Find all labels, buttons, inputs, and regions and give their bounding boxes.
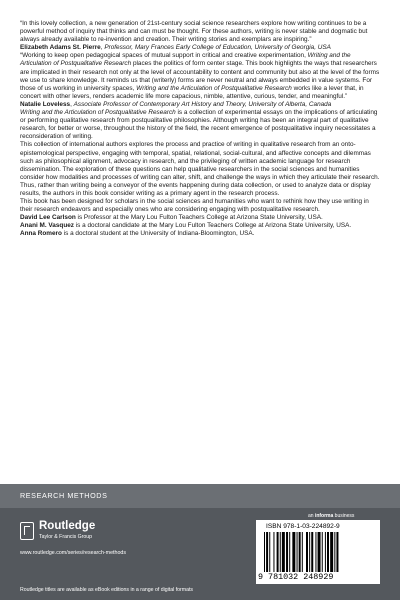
endorser-name-1: Elizabeth Adams St. Pierre (20, 44, 101, 52)
description-paragraph-2: This collection of international authors explores the process and practice of writing in qualitative research from an onto-epistemological perspective, engaging with temporal, spatial, relational, social-cultural, and affective concepts and dilemmas such as philosophical alignment, advocacy in research, and the privileging of written academic language for research dissemination. The exploration of these questions can help qualitative researchers in the social sciences and humanities consider how modalities and processes of writing can alter, shift, and challenge the ways in which they articulate their research. Thus, rather than writing being a conveyor of the events happening during data collection, or used to analyze data or display results, the authors in this book consider writing as a primary agent in the research process. (20, 141, 380, 197)
quote2-text-3: works like a lever that, in concert with other levers, renders academic life more capacious, nimble, attentive, curious, tender, and meaningful.” (20, 84, 364, 100)
author-name-3: Anna Romero (20, 230, 62, 238)
barcode-icon (264, 532, 372, 572)
author-bio-1 (20, 214, 380, 222)
endorser-title-2: Associate Professor of Contemporary Art History and Theory, University of Alberta, Canada (73, 100, 332, 108)
quote2-book-title-1: Writing and the Articulation of Postqualitative Research (20, 52, 351, 68)
isbn-barcode-box (256, 520, 380, 584)
endorser-title-1: Professor, Mary Frances Early College of Education, University of Georgia, USA (104, 44, 331, 52)
endorsement-quote-1: “In this lovely collection, a new generation of 21st-century social science researchers explore how writing continues to be a powerful method of inquiry that thinks and can must be thought. For these authors, writing is never stable and dogmatic but always already available to re-invention and creation. Their writing stories and exemplars are inspiring.” (20, 20, 368, 44)
barcode-digits: 9 781032 248929 (258, 572, 334, 582)
description-paragraph-1 (20, 109, 380, 141)
ebook-note: Routledge titles are available as eBook editions in a range of digital formats (20, 587, 194, 593)
publisher-website[interactable]: www.routledge.com/series/research-methods (20, 550, 126, 556)
quote2-text-1: “Working to keep open pedagogical spaces of mutual support in critical and creative experimentation, (20, 52, 308, 60)
publisher-group: Taylor & Francis Group (39, 534, 93, 540)
endorsement-attribution-2: Natalie Loveless, Associate Professor of Contemporary Art History and Theory, University of Alberta, Canada (20, 100, 332, 108)
description-text-1: is a collection of experimental essays on the implications of articulating or performing qualitative research from postqualitative philosophies. Although writing has been an integral part of qualitative research, for better or worse, throughout the history of the field, the recent emergence of postqualitative inquiry necessitates a reconsideration of writing. (20, 109, 378, 141)
informa-brand: informa (314, 513, 334, 519)
quote2-text-2: places the politics of form center stage. This book highlights the ways that researchers are implicated in their research not only at the level of accountability to content and community but also at the level of the forms we use to share knowledge. It reminds us that (writerly) forms are never neutral and always embedded in value systems. For those of us working in university spaces, (20, 60, 380, 92)
back-cover-text (20, 20, 380, 239)
endorser-name-2: Natalie Loveless (20, 100, 71, 108)
publisher-name: Routledge (39, 520, 96, 532)
author-bio-text-1: is Professor at the Mary Lou Fulton Teachers College at Arizona State University, USA. (75, 214, 323, 222)
author-bio-text-2: is a doctoral candidate at the Mary Lou Fulton Teachers College at Arizona State University, USA. (73, 222, 352, 230)
quote2-book-title-2: Writing and the Articulation of Postqualitative Research (136, 84, 292, 92)
endorsement-quote-2 (20, 52, 380, 101)
description-book-title: Writing and the Articulation of Postqualitative Research (20, 109, 176, 117)
author-bio-text-3: is a doctoral student at the University of Indiana-Bloomington, USA. (61, 230, 255, 238)
informa-business-label (308, 513, 354, 519)
informa-suffix: business (333, 513, 355, 519)
publisher-footer (0, 508, 400, 600)
author-name-1: David Lee Carlson (20, 214, 76, 222)
author-bio-2 (20, 222, 380, 230)
isbn-number: ISBN 978-1-03-224892-9 (266, 523, 340, 530)
informa-prefix: an (308, 513, 315, 519)
endorsement-attribution-1: Elizabeth Adams St. Pierre, Professor, Mary Frances Early College of Education, University of Georgia, USA (20, 44, 331, 52)
author-bio-3 (20, 230, 380, 238)
series-label: RESEARCH METHODS (20, 491, 108, 500)
routledge-logo-icon (20, 522, 34, 540)
description-paragraph-3: This book has been designed for scholars in the social sciences and humanities who want to rethink how they use writing in their research endeavors and especially ones who are considering engaging with postqualitative research. (20, 198, 369, 214)
author-name-2: Anani M. Vasquez (20, 222, 74, 230)
